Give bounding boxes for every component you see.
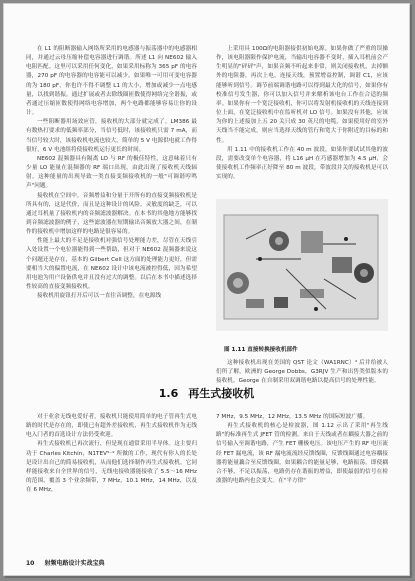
paragraph: 接收机在空间中，音频增益和分量于开所有的直接变频接收机是所具有的，这是代价，而且是这种设计的风险。灵敏度的缺乏，可以通过耳机量了接收机内的音频滤波器解决。在本书的其他地方能够找到音频滤波器的例子，这些滤波器在短期输出音频放大器之间，在制作的接收机中增加这样的电路是很容易的。 xyxy=(26,192,197,236)
ic-chip xyxy=(301,231,323,253)
right-column-after-figure xyxy=(216,359,388,386)
paragraph: NE602 混频器具有隔离 LO 与 RF 的极佳特性，这意味着只有少量 LO 能量在混频器的 RF 端口出现，由此出现了接收机天线辐射。这种能量的出现导致一类直接变频接收机的一般"可调谐哼鸣声"问题。 xyxy=(26,155,197,190)
paragraph: 用 1.11 中的接收机工作在 40 m 波段，如果你要试试其他的波段，需要改变单个电容器，将 L16 μH 在巧感器增加为 4.5 μH，会使接收机工作频率正好降至 80 m 波段，带波段并关的接收机是可以实现的。 xyxy=(216,146,388,181)
paragraph: 7 MHz，9.5 MHz，12 MHz，13.5 MHz 的国际短波广播。 xyxy=(216,414,369,420)
paragraph: 上采用具 100Ω的电阻器接供初始电源。如果你做了严重的误操作，该电阻器限作保护电流，当输出电容器不变时，插入耳机前会产生明显的"砰砰"声，如果音频不听起来非常，则关闭接收机，去掉额外的电阻器，再次上电。连接天线，预置增益控制，调谐 C1，应该能够听到信号。调节前端调谐电路可以得到最大化的信号，如果你有校准信号发生器，你可以加入信号并来解析该电台工作在合适的频率。如果你有一个宽泛接收机，你可以将发射机接收机的天线连接到位上面，在宽泛接收机中在监听机对 LO 信号。如果没有其他，应该为你的上述接加上五 20 关只成 30 英尺的电缆，如果使用好的室外天线当不能完成，则应当选择天线的管行和宽大于你附近的目标的和性。 xyxy=(216,46,388,144)
section-number: 1.6 xyxy=(158,387,179,400)
bottom-left-column xyxy=(26,413,197,495)
book-title: 射频电路设计实战宝典 xyxy=(44,560,105,567)
section-title: 再生式接收机 xyxy=(188,387,255,400)
bottom-right-column xyxy=(216,413,388,486)
section-heading xyxy=(4,385,409,401)
paragraph: 接收机用旋钮打开后可以一直往音调整，在电源线 xyxy=(37,293,162,300)
circuit-board-image xyxy=(216,199,388,331)
book-page xyxy=(3,3,410,576)
paragraph: 对于业余无线电爱好者，接收机只能使用简单的电子管再生式电路的时代是存在的，即使已有超外差接收机，再生式接收机作为无线电入门者的首选设计方法仍受欢迎。 xyxy=(26,414,197,439)
figure-label: 图 1.11 xyxy=(224,347,246,353)
figure-caption-text: 直接转换接收机部件 xyxy=(247,347,298,353)
left-column xyxy=(26,45,197,301)
receiver-photo xyxy=(216,199,388,331)
paragraph: 在 L1 的阻断器输入网络所采用的电感器与振荡器中的电感器相同，并通过云母压缩补偿电容器进行调谐。所述 L1 向 NE602 输入电阻匹配。这里可以采用任何变化，如果采用标称为 365 pF 的电容器，270 pF 的电容器的电容能可以减少。如果唯一可用可变电容器的为 180 pF，你也许不得不调整 L1 的大小，增加或减少一点电感量，以找到谐振。通过扩展或者去除线圈匝数使得网络完全谐振，或者通过压缩匝数使得网络电容增加，两个电路都能够容易让你的设计。 xyxy=(26,46,197,117)
paragraph: 一些阻断器用场效应管，接收机的大部分就完成了。LM386 最有数热打要求的低频率部分，当信号低时，该接收机只需 7 mA，而当信号较大时，该接收机电流也较大。简单的 5 V 电源供电就工作得很好，6 V 电池组将使接收机运行更长的时间。 xyxy=(26,119,197,153)
paragraph: 再生式接收机的核心是检波器，图 1.12 示出了采用"再生线路"的标准再生式 JFET 管的检测。来自于天线或者在耦接大器之前的信号输入至调谐电路，产生 FET 栅极电压。该电压产生的 RF 电压流经 FET 漏电流，该 RF 漏电流流经反馈线圈，反馈线圈通过电容耦接器将能量藕合至反馈线圈，如果耦合的能量足够，电路振荡。即使耦合不够，不足以振荡，电路仍存在谐振的增益，即使最弱的信号在检波器的电路内也会变大。在"平方律" xyxy=(216,423,388,485)
page-number: 10 xyxy=(26,560,35,567)
paragraph: 再生式接收机已再次流行，但是现在通常采用半导体。这主要归功于 Charles Kitchin，N1TEV⁵⁻⁹ 所做的工作，现代有你人的长处是设计出自己的简易接收机，从而他们选择制作再生式接收机。它同样能接收来自全世界的信号，无线电接收器能接收了 5.5～16 MHz 的范围，覆盖 3 个业余频带，7 MHz，10.1 MHz，14 MHz，以及在 6 MHz， xyxy=(26,441,197,494)
figure-caption xyxy=(224,345,298,353)
page-footer xyxy=(26,558,104,567)
paragraph: 性能上最大的不足是接收机对强信号处理能力差，尽管在天线引入处设置一个电位器能得到一些帮助，但对于 NE602 混频器来说这个问题还是存在，基本的 Gilbert Cell 这方面的处理能力更好，但需要相当大的偏置电流，在 NE602 设计中该电流被控得低，因为希望用电池为用户设备供电并且没有过大的调整。以后在本书中描述选择性较高的直接变频接收机。 xyxy=(26,238,197,291)
right-column xyxy=(216,45,388,182)
paragraph: 这种接收机出现在美国的 QST 论文（WA1RNC）⁴ 后并给被人们所了解，欧洲的 George Dobbs，G3RJV 生产和出售类似版本的接收机。George 在自制采用双调谐电路以提高信号的处理性能。 xyxy=(216,360,388,385)
